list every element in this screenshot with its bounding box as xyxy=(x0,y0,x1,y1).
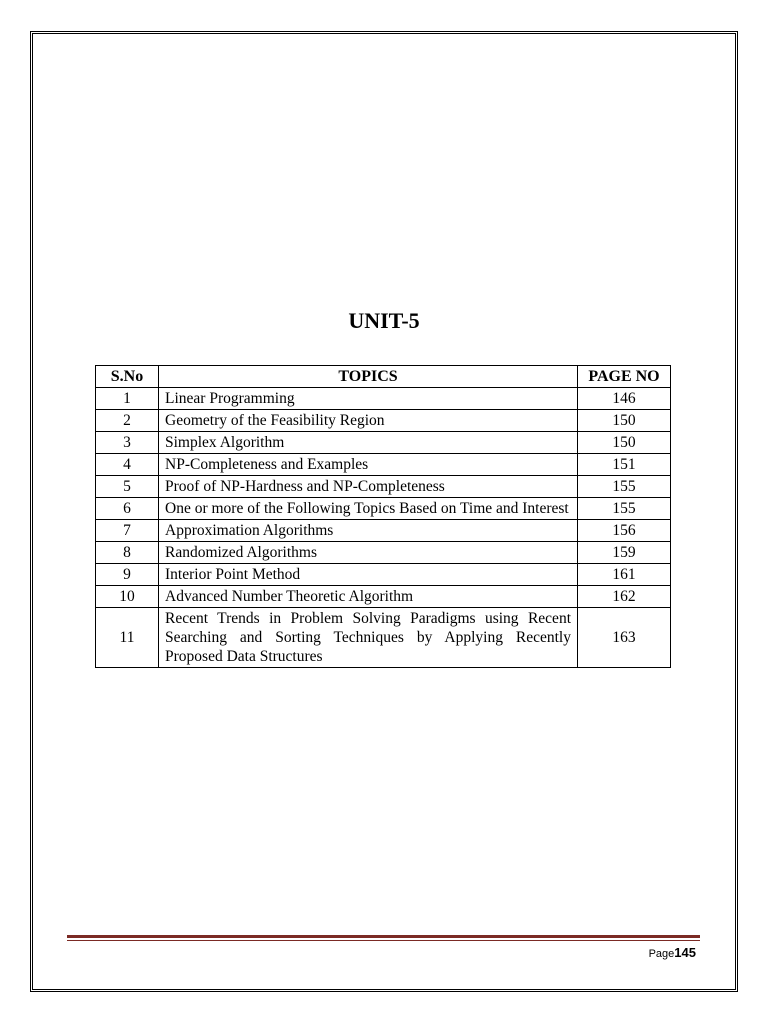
row-sno: 1 xyxy=(96,388,159,410)
row-sno: 8 xyxy=(96,542,159,564)
row-page: 161 xyxy=(578,564,671,586)
row-topic: Approximation Algorithms xyxy=(159,520,578,542)
table-row xyxy=(96,608,671,668)
header-topics: TOPICS xyxy=(159,366,578,388)
row-sno: 7 xyxy=(96,520,159,542)
topics-table xyxy=(95,365,671,668)
row-topic: Linear Programming xyxy=(159,388,578,410)
row-topic: Simplex Algorithm xyxy=(159,432,578,454)
row-page: 162 xyxy=(578,586,671,608)
page-label: Page xyxy=(648,948,675,960)
row-page: 156 xyxy=(578,520,671,542)
row-page: 150 xyxy=(578,410,671,432)
footer-rule xyxy=(67,935,700,938)
table-row xyxy=(96,476,671,498)
footer-rule-thin xyxy=(67,940,700,941)
unit-title: UNIT-5 xyxy=(348,308,420,333)
table-row xyxy=(96,410,671,432)
row-topic: One or more of the Following Topics Based on Time and Interest xyxy=(159,498,578,520)
row-page: 150 xyxy=(578,432,671,454)
row-topic: Geometry of the Feasibility Region xyxy=(159,410,578,432)
row-page: 146 xyxy=(578,388,671,410)
row-page: 163 xyxy=(578,608,671,668)
page-number-value: 145 xyxy=(674,945,696,960)
table-row xyxy=(96,520,671,542)
table-row xyxy=(96,564,671,586)
row-topic: Randomized Algorithms xyxy=(159,542,578,564)
row-page: 155 xyxy=(578,498,671,520)
table-row xyxy=(96,586,671,608)
header-sno: S.No xyxy=(96,366,159,388)
table-row xyxy=(96,388,671,410)
row-sno: 3 xyxy=(96,432,159,454)
row-sno: 9 xyxy=(96,564,159,586)
header-page-no: PAGE NO xyxy=(578,366,671,388)
row-page: 155 xyxy=(578,476,671,498)
row-page: 159 xyxy=(578,542,671,564)
row-sno: 5 xyxy=(96,476,159,498)
row-sno: 4 xyxy=(96,454,159,476)
row-sno: 10 xyxy=(96,586,159,608)
page-number xyxy=(649,945,696,960)
table-header-row xyxy=(96,366,671,388)
row-sno: 11 xyxy=(96,608,159,668)
table-row xyxy=(96,542,671,564)
row-sno: 2 xyxy=(96,410,159,432)
row-topic: Proof of NP-Hardness and NP-Completeness xyxy=(159,476,578,498)
row-topic: Advanced Number Theoretic Algorithm xyxy=(159,586,578,608)
row-topic: Recent Trends in Problem Solving Paradigms using Recent Searching and Sorting Techniques by Applying Recently Proposed Data Structures xyxy=(159,608,578,668)
row-topic: NP-Completeness and Examples xyxy=(159,454,578,476)
row-topic: Interior Point Method xyxy=(159,564,578,586)
table-row xyxy=(96,498,671,520)
row-page: 151 xyxy=(578,454,671,476)
table-row xyxy=(96,454,671,476)
row-sno: 6 xyxy=(96,498,159,520)
table-row xyxy=(96,432,671,454)
